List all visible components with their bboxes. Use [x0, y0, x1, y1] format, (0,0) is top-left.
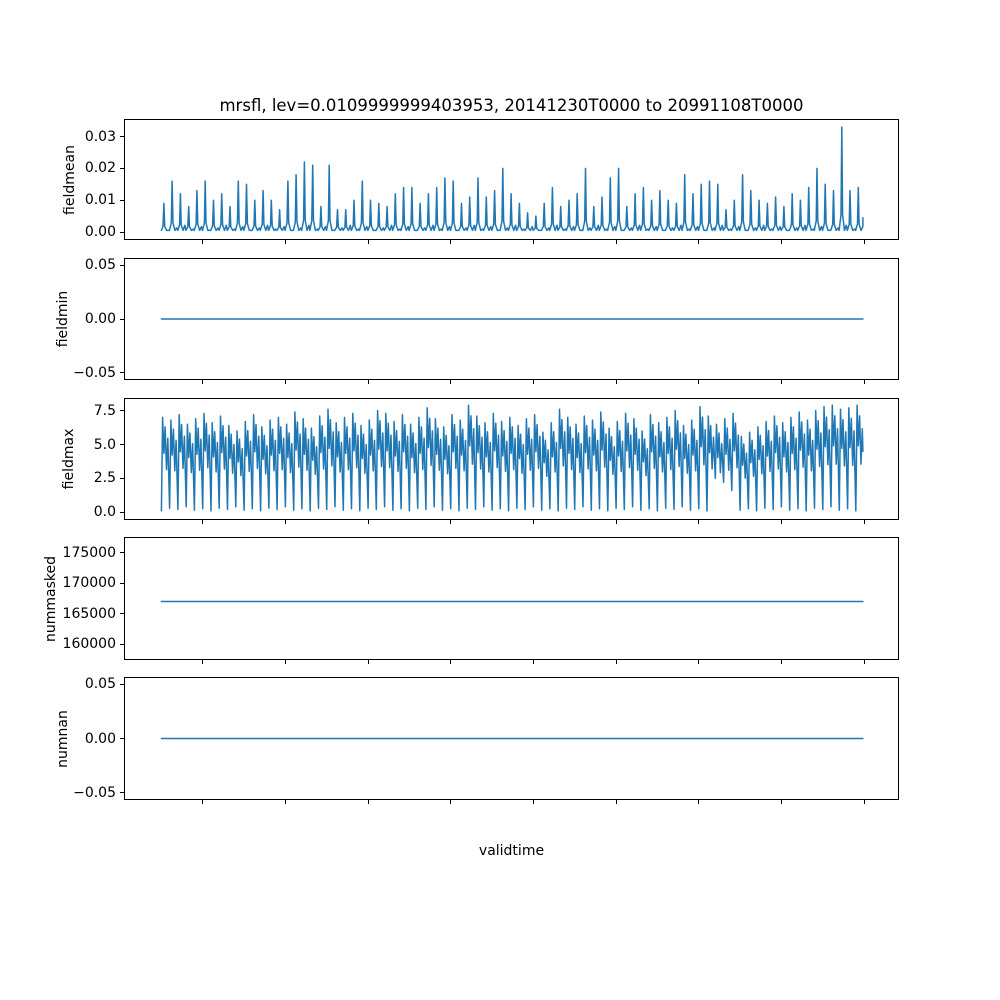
y-tick-mark — [120, 265, 124, 266]
x-tick-mark — [450, 240, 451, 244]
y-tick-label: 165000 — [62, 605, 116, 622]
x-tick-mark — [698, 520, 699, 524]
x-tick-mark — [450, 660, 451, 664]
y-tick-mark — [120, 410, 124, 411]
y-tick-mark — [120, 613, 124, 614]
x-tick-mark — [698, 660, 699, 664]
x-tick-mark — [533, 520, 534, 524]
y-tick-mark — [120, 444, 124, 445]
figure-title: mrsfl, lev=0.0109999999403953, 20141230T0000 to 20991108T0000 — [219, 96, 804, 115]
y-tick-label: 0.0 — [93, 504, 116, 521]
x-tick-mark — [533, 660, 534, 664]
y-tick-label: 0.02 — [84, 160, 116, 177]
x-tick-mark — [450, 380, 451, 384]
x-tick-mark — [616, 660, 617, 664]
x-tick-mark — [616, 520, 617, 524]
x-tick-mark — [285, 520, 286, 524]
fieldmax-line — [125, 399, 898, 519]
y-tick-label: 0.00 — [84, 730, 116, 747]
x-tick-mark — [616, 380, 617, 384]
x-tick-mark — [781, 520, 782, 524]
x-tick-mark — [864, 380, 865, 384]
y-tick-label: 0.05 — [84, 676, 116, 693]
numnan-ylabel: numnan — [55, 709, 71, 768]
y-tick-label: −0.05 — [73, 784, 116, 801]
x-tick-mark — [202, 800, 203, 804]
x-tick-mark — [533, 800, 534, 804]
x-tick-mark — [368, 240, 369, 244]
y-tick-mark — [120, 684, 124, 685]
y-tick-label: 0.00 — [84, 311, 116, 327]
fieldmean-ylabel: fieldmean — [62, 144, 78, 215]
x-tick-mark — [285, 240, 286, 244]
y-tick-mark — [120, 738, 124, 739]
x-tick-mark — [368, 660, 369, 664]
numnan-line — [125, 678, 898, 799]
fieldmax-axes — [124, 398, 899, 520]
fieldmean-axes — [124, 119, 899, 240]
x-tick-mark — [864, 800, 865, 804]
x-tick-mark — [781, 240, 782, 244]
y-tick-mark — [120, 792, 124, 793]
x-tick-mark — [698, 380, 699, 384]
y-tick-label: 5.0 — [93, 436, 116, 453]
y-tick-mark — [120, 319, 124, 320]
x-tick-mark — [616, 800, 617, 804]
y-tick-label: 0.01 — [84, 192, 116, 209]
x-tick-mark — [450, 520, 451, 524]
x-tick-mark — [368, 520, 369, 524]
y-tick-label: 0.03 — [84, 128, 116, 145]
fieldmax-ylabel: fieldmax — [61, 428, 77, 490]
x-tick-mark — [368, 380, 369, 384]
x-tick-mark — [202, 660, 203, 664]
y-tick-mark — [120, 200, 124, 201]
y-tick-mark — [120, 644, 124, 645]
y-tick-mark — [120, 478, 124, 479]
x-tick-mark — [202, 380, 203, 384]
y-tick-mark — [120, 512, 124, 513]
y-tick-label: 0.00 — [84, 224, 116, 240]
y-tick-label: −0.05 — [73, 364, 116, 381]
x-tick-mark — [781, 380, 782, 384]
y-tick-mark — [120, 168, 124, 169]
fieldmean-line — [125, 120, 898, 239]
x-tick-mark — [202, 240, 203, 244]
y-tick-label: 7.5 — [93, 402, 116, 419]
x-tick-mark — [864, 660, 865, 664]
x-tick-mark — [285, 380, 286, 384]
x-tick-mark — [864, 520, 865, 524]
y-tick-mark — [120, 583, 124, 584]
nummasked-line — [125, 538, 898, 659]
x-tick-mark — [202, 520, 203, 524]
fieldmean-path — [161, 127, 863, 230]
x-tick-mark — [781, 800, 782, 804]
fieldmin-ylabel: fieldmin — [55, 290, 71, 348]
y-tick-mark — [120, 552, 124, 553]
y-tick-mark — [120, 372, 124, 373]
x-tick-mark — [698, 240, 699, 244]
y-tick-mark — [120, 136, 124, 137]
x-axis-label: validtime — [478, 843, 545, 859]
y-tick-label: 170000 — [62, 575, 116, 592]
x-tick-mark — [533, 380, 534, 384]
x-tick-mark — [368, 800, 369, 804]
fieldmax-path — [161, 405, 863, 511]
x-tick-mark — [533, 240, 534, 244]
fieldmin-line — [125, 259, 898, 379]
x-tick-mark — [616, 240, 617, 244]
y-tick-label: 160000 — [62, 636, 116, 653]
y-tick-label: 2.5 — [93, 470, 116, 487]
fieldmin-axes — [124, 258, 899, 380]
x-tick-mark — [698, 800, 699, 804]
y-tick-label: 175000 — [62, 544, 116, 561]
nummasked-axes — [124, 537, 899, 660]
x-tick-mark — [781, 660, 782, 664]
numnan-axes — [124, 677, 899, 800]
nummasked-ylabel: nummasked — [43, 555, 59, 642]
x-tick-mark — [864, 240, 865, 244]
x-tick-mark — [450, 800, 451, 804]
y-tick-label: 0.05 — [84, 257, 116, 274]
x-tick-mark — [285, 660, 286, 664]
y-tick-mark — [120, 232, 124, 233]
x-tick-mark — [285, 800, 286, 804]
